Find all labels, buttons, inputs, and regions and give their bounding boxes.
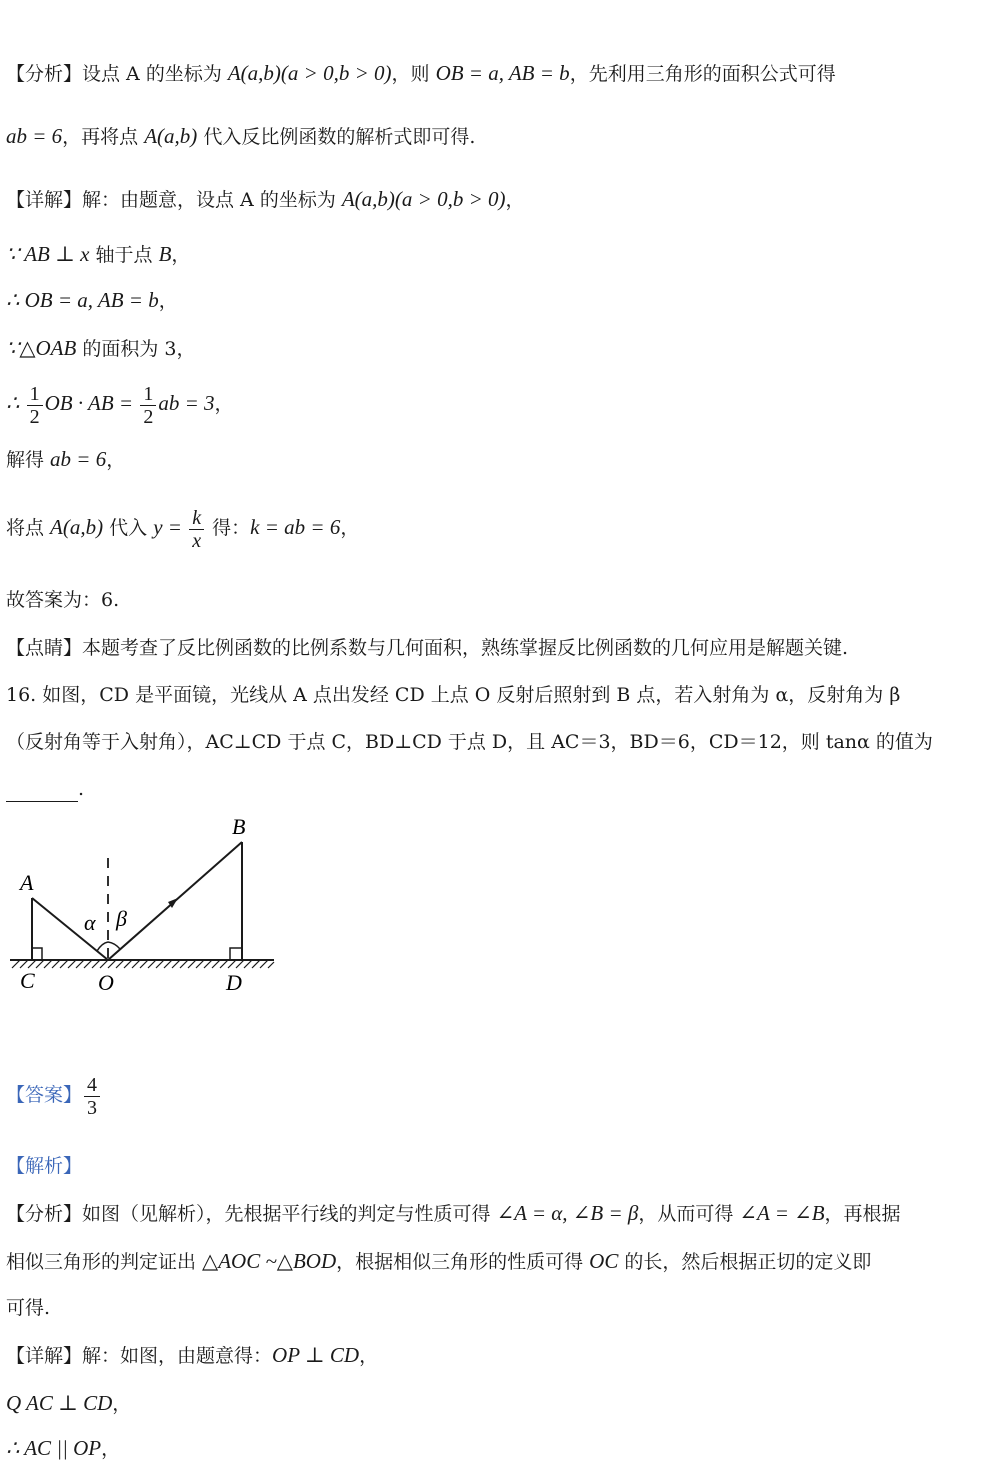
answer-blank [6,783,78,802]
prev-detail-step-1: ∵ AB ⊥ x 轴于点 B， [6,242,191,266]
fraction: $\frac{1}{2}$ [27,383,43,428]
prev-analysis-line-1: 【分析】设点 A 的坐标为 A(a,b)(a > 0,b > 0)，则 OB = a, AB = b，先利用三角形的面积公式可得 [6,61,836,85]
right-angle-d [230,948,242,960]
question-text: （反射角等于入射角），AC⊥CD 于点 C，BD⊥CD 于点 D，且 AC＝3，BD＝6，CD＝12，则 tanα 的值为 [6,731,933,753]
prev-analysis-line-2: ab = 6，再将点 A(a,b) 代入反比例函数的解析式即可得. [6,124,476,148]
analysis-tag: 【分析】 [6,63,83,85]
q16-jiexi [6,1153,82,1179]
comment-tag: 【点睛】 [6,637,83,659]
mirror-hatching [12,960,274,968]
prev-comment: 【点睛】本题考查了反比例函数的比例系数与几何面积，熟练掌握反比例函数的几何应用是解题关键. [6,637,849,659]
label-o: O [98,970,114,995]
detail-tag: 【详解】 [6,189,83,211]
label-c: C [20,968,35,993]
q16-detail-line-1: 【详解】解：如图，由题意得：OP ⊥ CD， [6,1343,379,1367]
q16-analysis-line-2: 相似三角形的判定证出 △AOC ~△BOD，根据相似三角形的性质可得 OC 的长，然后根据正切的定义即 [6,1249,872,1273]
prev-detail-step-2: ∴ OB = a, AB = b， [6,288,178,312]
label-b: B [232,814,246,839]
fraction: $\frac{1}{2}$ [140,383,156,428]
angle-alpha-arc [97,942,108,951]
math-expression: A(a,b)(a > 0,b > 0) [341,187,506,211]
q16-line-2 [6,729,933,755]
prev-detail-step-3: ∵△OAB 的面积为 3， [6,336,196,360]
q16-line-1 [6,682,900,708]
prev-detail-line-1: 【详解】解：由题意，设点 A 的坐标为 A(a,b)(a > 0,b > 0)， [6,187,525,211]
prev-detail-step-5: 解得 ab = 6， [6,447,126,471]
math-expression: A(a,b)(a > 0,b > 0) [227,61,392,85]
label-alpha: α [84,910,96,935]
answer-tag: 【答案】 [6,1084,83,1106]
math-expression: OB = a, AB = b [435,61,570,85]
label-d: D [226,970,242,995]
jiexi-tag: 【解析】 [6,1155,83,1177]
fraction: $\frac{k}{x}$ [189,507,204,552]
math-expression: ab = 6 [6,124,63,148]
q16-analysis-line-1: 【分析】如图（见解析），先根据平行线的判定与性质可得 ∠A = α, ∠B = β，从而可得 ∠A = ∠B，再根据 [6,1201,901,1225]
right-angle-c [32,948,42,960]
mirror-reflection-diagram [6,810,286,1000]
prev-detail-step-6: 将点 A(a,b) 代入 y = $\frac{k}{x}$ 得：k = ab = 6， [6,506,360,552]
analysis-tag: 【分析】 [6,1203,83,1225]
label-beta: β [116,906,127,931]
prev-detail-step-7: 故答案为：6. [6,589,120,611]
q16-answer [6,1067,102,1123]
q16-analysis-line-3: 可得. [6,1297,51,1319]
answer-fraction: $\frac{4}{3}$ [84,1074,100,1119]
q16-detail-line-3: ∴ AC || OP， [6,1436,121,1460]
math-expression: A(a,b) [144,124,198,148]
label-a: A [20,870,34,895]
q16-line-3: . [6,776,84,802]
q16-detail-line-2: Q AC ⊥ CD， [6,1391,132,1415]
question-text: 16. 如图，CD 是平面镜，光线从 A 点出发经 CD 上点 O 反射后照射到 B 点，若入射角为 α，反射角为 β [6,684,901,706]
detail-tag: 【详解】 [6,1345,83,1367]
prev-detail-step-4: ∴ $\frac{1}{2}$ OB · AB = $\frac{1}{2}$ ab = 3， [6,382,234,428]
angle-beta-arc [108,942,120,949]
